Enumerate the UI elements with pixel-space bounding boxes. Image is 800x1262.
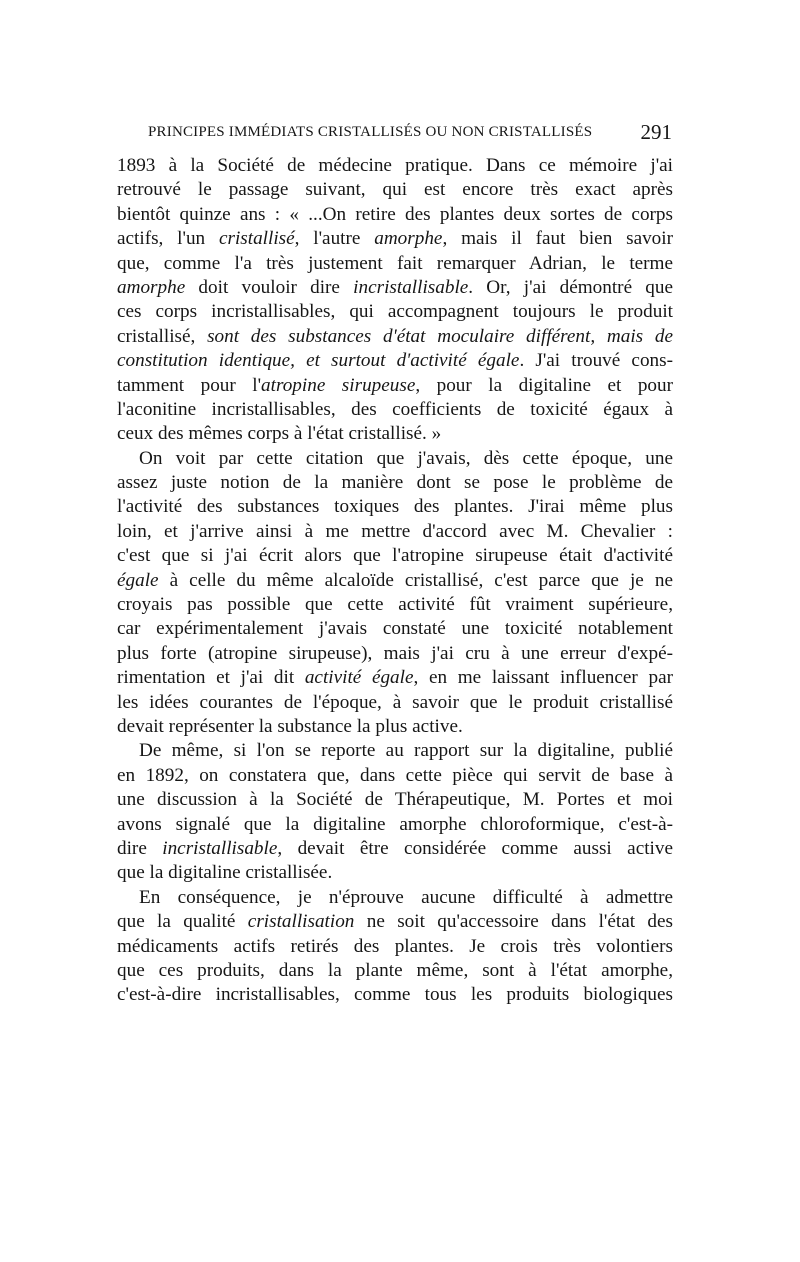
text-segment: que la digitaline cristallisée. <box>117 862 333 884</box>
text-segment: médicaments actifs retirés des plantes. Je crois très volontiers <box>117 935 673 957</box>
text-line <box>117 300 673 324</box>
text-line <box>117 959 673 983</box>
text-segment: . Or, j'ai démontré que <box>468 276 674 298</box>
text-line <box>117 520 673 544</box>
text-segment: rimentation et j'ai dit <box>117 667 305 689</box>
text-segment: l'aconitine incristallisables, des coefficients de toxicité égaux à <box>117 398 673 420</box>
italic-text: incristallisable <box>353 276 469 298</box>
text-segment: loin, et j'arrive ainsi à me mettre d'accord avec M. Chevalier : <box>117 520 673 542</box>
text-segment: 1893 à la Société de médecine pratique. Dans ce mémoire j'ai <box>117 155 673 176</box>
text-line <box>117 252 673 276</box>
text-segment: En conséquence, je n'éprouve aucune difficulté à admettre <box>139 886 673 908</box>
text-line <box>117 764 673 788</box>
text-segment: une discussion à la Société de Thérapeutique, M. Portes et moi <box>117 789 673 811</box>
italic-text: amorphe <box>374 228 443 250</box>
text-line <box>117 374 673 398</box>
text-segment: , devait être considérée comme aussi active <box>277 837 673 859</box>
text-segment: croyais pas possible que cette activité fût vraiment supérieure, <box>117 594 673 616</box>
text-segment: De même, si l'on se reporte au rapport sur la digitaline, publié <box>139 740 673 762</box>
text-line <box>117 739 673 763</box>
text-line <box>117 422 673 446</box>
text-line <box>117 935 673 959</box>
text-segment: c'est que si j'ai écrit alors que l'atropine sirupeuse était d'activité <box>117 545 673 567</box>
text-segment: actifs, l'un <box>117 228 219 250</box>
text-line <box>117 349 673 373</box>
text-segment: bientôt quinze ans : « ...On retire des plantes deux sortes de corps <box>117 203 673 225</box>
text-segment: en 1892, on constatera que, dans cette pièce qui servit de base à <box>117 764 673 786</box>
text-segment: car expérimentalement j'avais constaté une toxicité notablement <box>117 618 673 640</box>
text-segment: l'activité des substances toxiques des plantes. J'irai même plus <box>117 496 673 518</box>
text-line <box>117 325 673 349</box>
italic-text: cristallisé <box>218 228 295 250</box>
italic-text: atropine sirupeuse <box>261 374 416 396</box>
body-text <box>117 154 673 1008</box>
text-line <box>117 227 673 251</box>
running-header <box>148 120 680 144</box>
text-segment: cristallisé, <box>117 325 208 347</box>
text-segment: ne soit qu'accessoire dans l'état des <box>354 911 673 933</box>
text-segment: avons signalé que la digitaline amorphe chloroformique, c'est-à- <box>117 813 673 835</box>
text-segment: assez juste notion de la manière dont se pose le problème de <box>117 472 673 494</box>
text-segment: retrouvé le passage suivant, qui est encore très exact après <box>117 179 673 201</box>
text-line <box>117 398 673 422</box>
text-segment: que la qualité <box>117 911 248 933</box>
text-line <box>117 178 673 202</box>
text-line <box>117 154 673 178</box>
text-segment: , en me laissant influencer par <box>413 667 673 689</box>
text-segment: que ces produits, dans la plante même, sont à l'état amorphe, <box>117 959 673 981</box>
text-line <box>117 593 673 617</box>
text-segment: , l'autre <box>294 228 375 250</box>
text-line <box>117 276 673 300</box>
text-line <box>117 642 673 666</box>
text-segment: c'est-à-dire incristallisables, comme tous les produits biologiques <box>117 984 673 1006</box>
text-line <box>117 691 673 715</box>
text-segment: ces corps incristallisables, qui accompagnent toujours le produit <box>117 301 673 323</box>
text-line <box>117 813 673 837</box>
italic-text: cristallisation <box>247 911 355 933</box>
text-segment: tamment pour l' <box>117 374 262 396</box>
text-segment: , mais il faut bien savoir <box>442 228 673 250</box>
italic-text: sont des substances d'état moculaire différent, mais de <box>207 325 673 347</box>
text-segment: doit vouloir dire <box>185 276 354 298</box>
text-segment: ceux des mêmes corps à l'état cristallisé. » <box>117 423 442 445</box>
text-segment: les idées courantes de l'époque, à savoir que le produit cristallisé <box>117 691 673 713</box>
italic-text: activité égale <box>304 667 414 689</box>
text-segment: , pour la digitaline et pour <box>415 374 673 396</box>
text-line <box>117 569 673 593</box>
text-line <box>117 666 673 690</box>
text-line <box>117 715 673 739</box>
text-line <box>117 861 673 885</box>
text-line <box>117 910 673 934</box>
text-line <box>117 471 673 495</box>
italic-text: amorphe <box>117 276 186 298</box>
text-line <box>117 788 673 812</box>
text-segment: devait représenter la substance la plus active. <box>117 715 463 737</box>
text-line <box>117 495 673 519</box>
text-segment: que, comme l'a très justement fait remarquer Adrian, le terme <box>117 252 673 274</box>
text-segment: plus forte (atropine sirupeuse), mais j'ai cru à une erreur d'expé- <box>117 642 673 664</box>
text-line <box>117 617 673 641</box>
text-segment: dire <box>117 837 163 859</box>
running-title: PRINCIPES IMMÉDIATS CRISTALLISÉS OU NON CRISTALLISÉS <box>148 124 593 140</box>
text-line <box>117 983 673 1007</box>
text-line <box>117 447 673 471</box>
italic-text: égale <box>117 569 159 591</box>
page-number: 291 <box>640 120 672 144</box>
text-line <box>117 544 673 568</box>
text-line <box>117 203 673 227</box>
italic-text: constitution identique, et surtout d'activité égale <box>117 350 520 372</box>
text-segment: . J'ai trouvé cons- <box>519 350 673 372</box>
italic-text: incristallisable <box>162 837 278 859</box>
text-line <box>117 837 673 861</box>
text-segment: On voit par cette citation que j'avais, dès cette époque, une <box>139 447 673 469</box>
text-segment: à celle du même alcaloïde cristallisé, c'est parce que je ne <box>158 569 673 591</box>
text-line <box>117 886 673 910</box>
